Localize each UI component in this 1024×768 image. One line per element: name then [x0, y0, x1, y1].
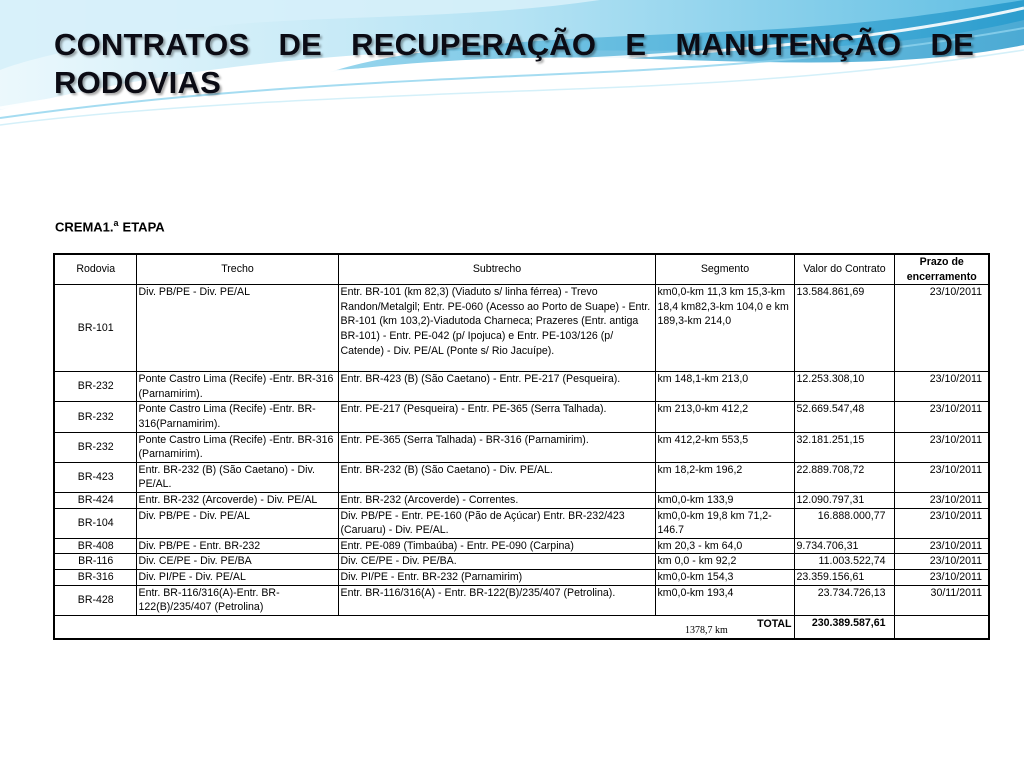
cell-trecho: Div. PB/PE - Div. PE/AL	[136, 285, 338, 372]
table-header-row	[54, 254, 989, 285]
cell-rodovia: BR-408	[54, 538, 136, 554]
cell-segmento: km 18,2-km 196,2	[655, 462, 794, 492]
cell-trecho: Div. PB/PE - Entr. BR-232	[136, 538, 338, 554]
cell-rodovia: BR-424	[54, 492, 136, 508]
cell-valor: 12.253.308,10	[794, 372, 894, 402]
cell-valor: 32.181.251,15	[794, 432, 894, 462]
table-row	[54, 372, 989, 402]
table-row	[54, 402, 989, 432]
cell-trecho: Div. PB/PE - Div. PE/AL	[136, 508, 338, 538]
table-row	[54, 462, 989, 492]
cell-subtrecho: Entr. PE-365 (Serra Talhada) - BR-316 (Parnamirim).	[338, 432, 655, 462]
cell-subtrecho: Entr. BR-232 (Arcoverde) - Correntes.	[338, 492, 655, 508]
cell-valor: 12.090.797,31	[794, 492, 894, 508]
header-trecho: Trecho	[136, 254, 338, 285]
table-row	[54, 569, 989, 585]
cell-prazo: 23/10/2011	[894, 402, 989, 432]
cell-segmento: km0,0-km 19,8 km 71,2-146.7	[655, 508, 794, 538]
caption-crema: CREMA1.	[55, 219, 114, 235]
cell-prazo: 23/10/2011	[894, 285, 989, 372]
cell-segmento: km0,0-km 154,3	[655, 569, 794, 585]
header-valor: Valor do Contrato	[794, 254, 894, 285]
cell-subtrecho: Entr. PE-089 (Timbaúba) - Entr. PE-090 (Carpina)	[338, 538, 655, 554]
contracts-table	[53, 253, 990, 640]
total-label: TOTAL	[757, 617, 792, 630]
cell-segmento: km 20,3 - km 64,0	[655, 538, 794, 554]
cell-rodovia: BR-104	[54, 508, 136, 538]
cell-trecho: Ponte Castro Lima (Recife) -Entr. BR-316(Parnamirim).	[136, 402, 338, 432]
cell-subtrecho: Div. CE/PE - Div. PE/BA.	[338, 554, 655, 570]
table-row	[54, 492, 989, 508]
cell-valor: 52.669.547,48	[794, 402, 894, 432]
cell-subtrecho: Entr. BR-116/316(A) - Entr. BR-122(B)/235/407 (Petrolina).	[338, 585, 655, 615]
cell-valor: 9.734.706,31	[794, 538, 894, 554]
cell-valor: 16.888.000,77	[794, 508, 894, 538]
cell-prazo: 23/10/2011	[894, 538, 989, 554]
cell-valor: 23.734.726,13	[794, 585, 894, 615]
table-total-row	[54, 615, 989, 639]
cell-segmento: km 148,1-km 213,0	[655, 372, 794, 402]
cell-trecho: Div. PI/PE - Div. PE/AL	[136, 569, 338, 585]
header-segmento: Segmento	[655, 254, 794, 285]
cell-valor: 23.359.156,61	[794, 569, 894, 585]
header-prazo: Prazo de encerramento	[894, 254, 989, 285]
cell-valor: 13.584.861,69	[794, 285, 894, 372]
header-rodovia: Rodovia	[54, 254, 136, 285]
cell-segmento: km 0,0 - km 92,2	[655, 554, 794, 570]
cell-prazo: 23/10/2011	[894, 554, 989, 570]
total-label-cell	[54, 615, 794, 639]
table-row	[54, 538, 989, 554]
cell-trecho: Ponte Castro Lima (Recife) -Entr. BR-316 (Parnamirim).	[136, 372, 338, 402]
cell-subtrecho: Entr. BR-423 (B) (São Caetano) - Entr. PE-217 (Pesqueira).	[338, 372, 655, 402]
cell-subtrecho: Div. PB/PE - Entr. PE-160 (Pão de Açúcar) Entr. BR-232/423 (Caruaru) - Div. PE/AL.	[338, 508, 655, 538]
cell-valor: 22.889.708,72	[794, 462, 894, 492]
cell-subtrecho: Entr. BR-232 (B) (São Caetano) - Div. PE/AL.	[338, 462, 655, 492]
table-row	[54, 508, 989, 538]
cell-trecho: Div. CE/PE - Div. PE/BA	[136, 554, 338, 570]
table-row	[54, 285, 989, 372]
cell-segmento: km0,0-km 193,4	[655, 585, 794, 615]
cell-segmento: km 412,2-km 553,5	[655, 432, 794, 462]
cell-prazo: 23/10/2011	[894, 569, 989, 585]
page-title: CONTRATOS DE RECUPERAÇÃO E MANUTENÇÃO DE RODOVIAS	[54, 27, 974, 100]
cell-subtrecho: Div. PI/PE - Entr. BR-232 (Parnamirim)	[338, 569, 655, 585]
cell-subtrecho: Entr. PE-217 (Pesqueira) - Entr. PE-365 (Serra Talhada).	[338, 402, 655, 432]
cell-prazo: 23/10/2011	[894, 508, 989, 538]
table-row	[54, 432, 989, 462]
total-prazo-empty	[894, 615, 989, 639]
cell-segmento: km0,0-km 11,3 km 15,3-km 18,4 km82,3-km 104,0 e km 189,3-km 214,0	[655, 285, 794, 372]
cell-trecho: Entr. BR-116/316(A)-Entr. BR-122(B)/235/407 (Petrolina)	[136, 585, 338, 615]
cell-rodovia: BR-316	[54, 569, 136, 585]
cell-segmento: km 213,0-km 412,2	[655, 402, 794, 432]
total-valor: 230.389.587,61	[794, 615, 894, 639]
cell-rodovia: BR-232	[54, 402, 136, 432]
cell-prazo: 23/10/2011	[894, 432, 989, 462]
cell-prazo: 23/10/2011	[894, 462, 989, 492]
caption-etapa: ETAPA	[122, 219, 165, 235]
total-km: 1378,7 km	[685, 624, 728, 636]
table-row	[54, 554, 989, 570]
cell-trecho: Ponte Castro Lima (Recife) -Entr. BR-316 (Parnamirim).	[136, 432, 338, 462]
header-subtrecho: Subtrecho	[338, 254, 655, 285]
cell-prazo: 30/11/2011	[894, 585, 989, 615]
cell-rodovia: BR-232	[54, 432, 136, 462]
cell-rodovia: BR-116	[54, 554, 136, 570]
cell-trecho: Entr. BR-232 (B) (São Caetano) - Div. PE/AL.	[136, 462, 338, 492]
cell-trecho: Entr. BR-232 (Arcoverde) - Div. PE/AL	[136, 492, 338, 508]
cell-valor: 11.003.522,74	[794, 554, 894, 570]
table-caption	[55, 218, 165, 234]
caption-superscript: a	[113, 218, 119, 228]
cell-subtrecho: Entr. BR-101 (km 82,3) (Viaduto s/ linha férrea) - Trevo Randon/Metalgil; Entr. PE-060 (Acesso ao Porto de Suape) - Entr. BR-101 (km 103,2)-Viadutoda Charneca; Prazeres (Entr. antiga BR-101) - Entr. PE-042 (p/ Ipojuca) e Entr. PE-103/126 (p/ Catende) - Div. PE/AL (Ponte s/ Rio Jacuípe).	[338, 285, 655, 372]
cell-rodovia: BR-428	[54, 585, 136, 615]
cell-prazo: 23/10/2011	[894, 492, 989, 508]
cell-rodovia: BR-232	[54, 372, 136, 402]
cell-rodovia: BR-101	[54, 285, 136, 372]
table-row	[54, 585, 989, 615]
cell-prazo: 23/10/2011	[894, 372, 989, 402]
cell-segmento: km0,0-km 133,9	[655, 492, 794, 508]
cell-rodovia: BR-423	[54, 462, 136, 492]
